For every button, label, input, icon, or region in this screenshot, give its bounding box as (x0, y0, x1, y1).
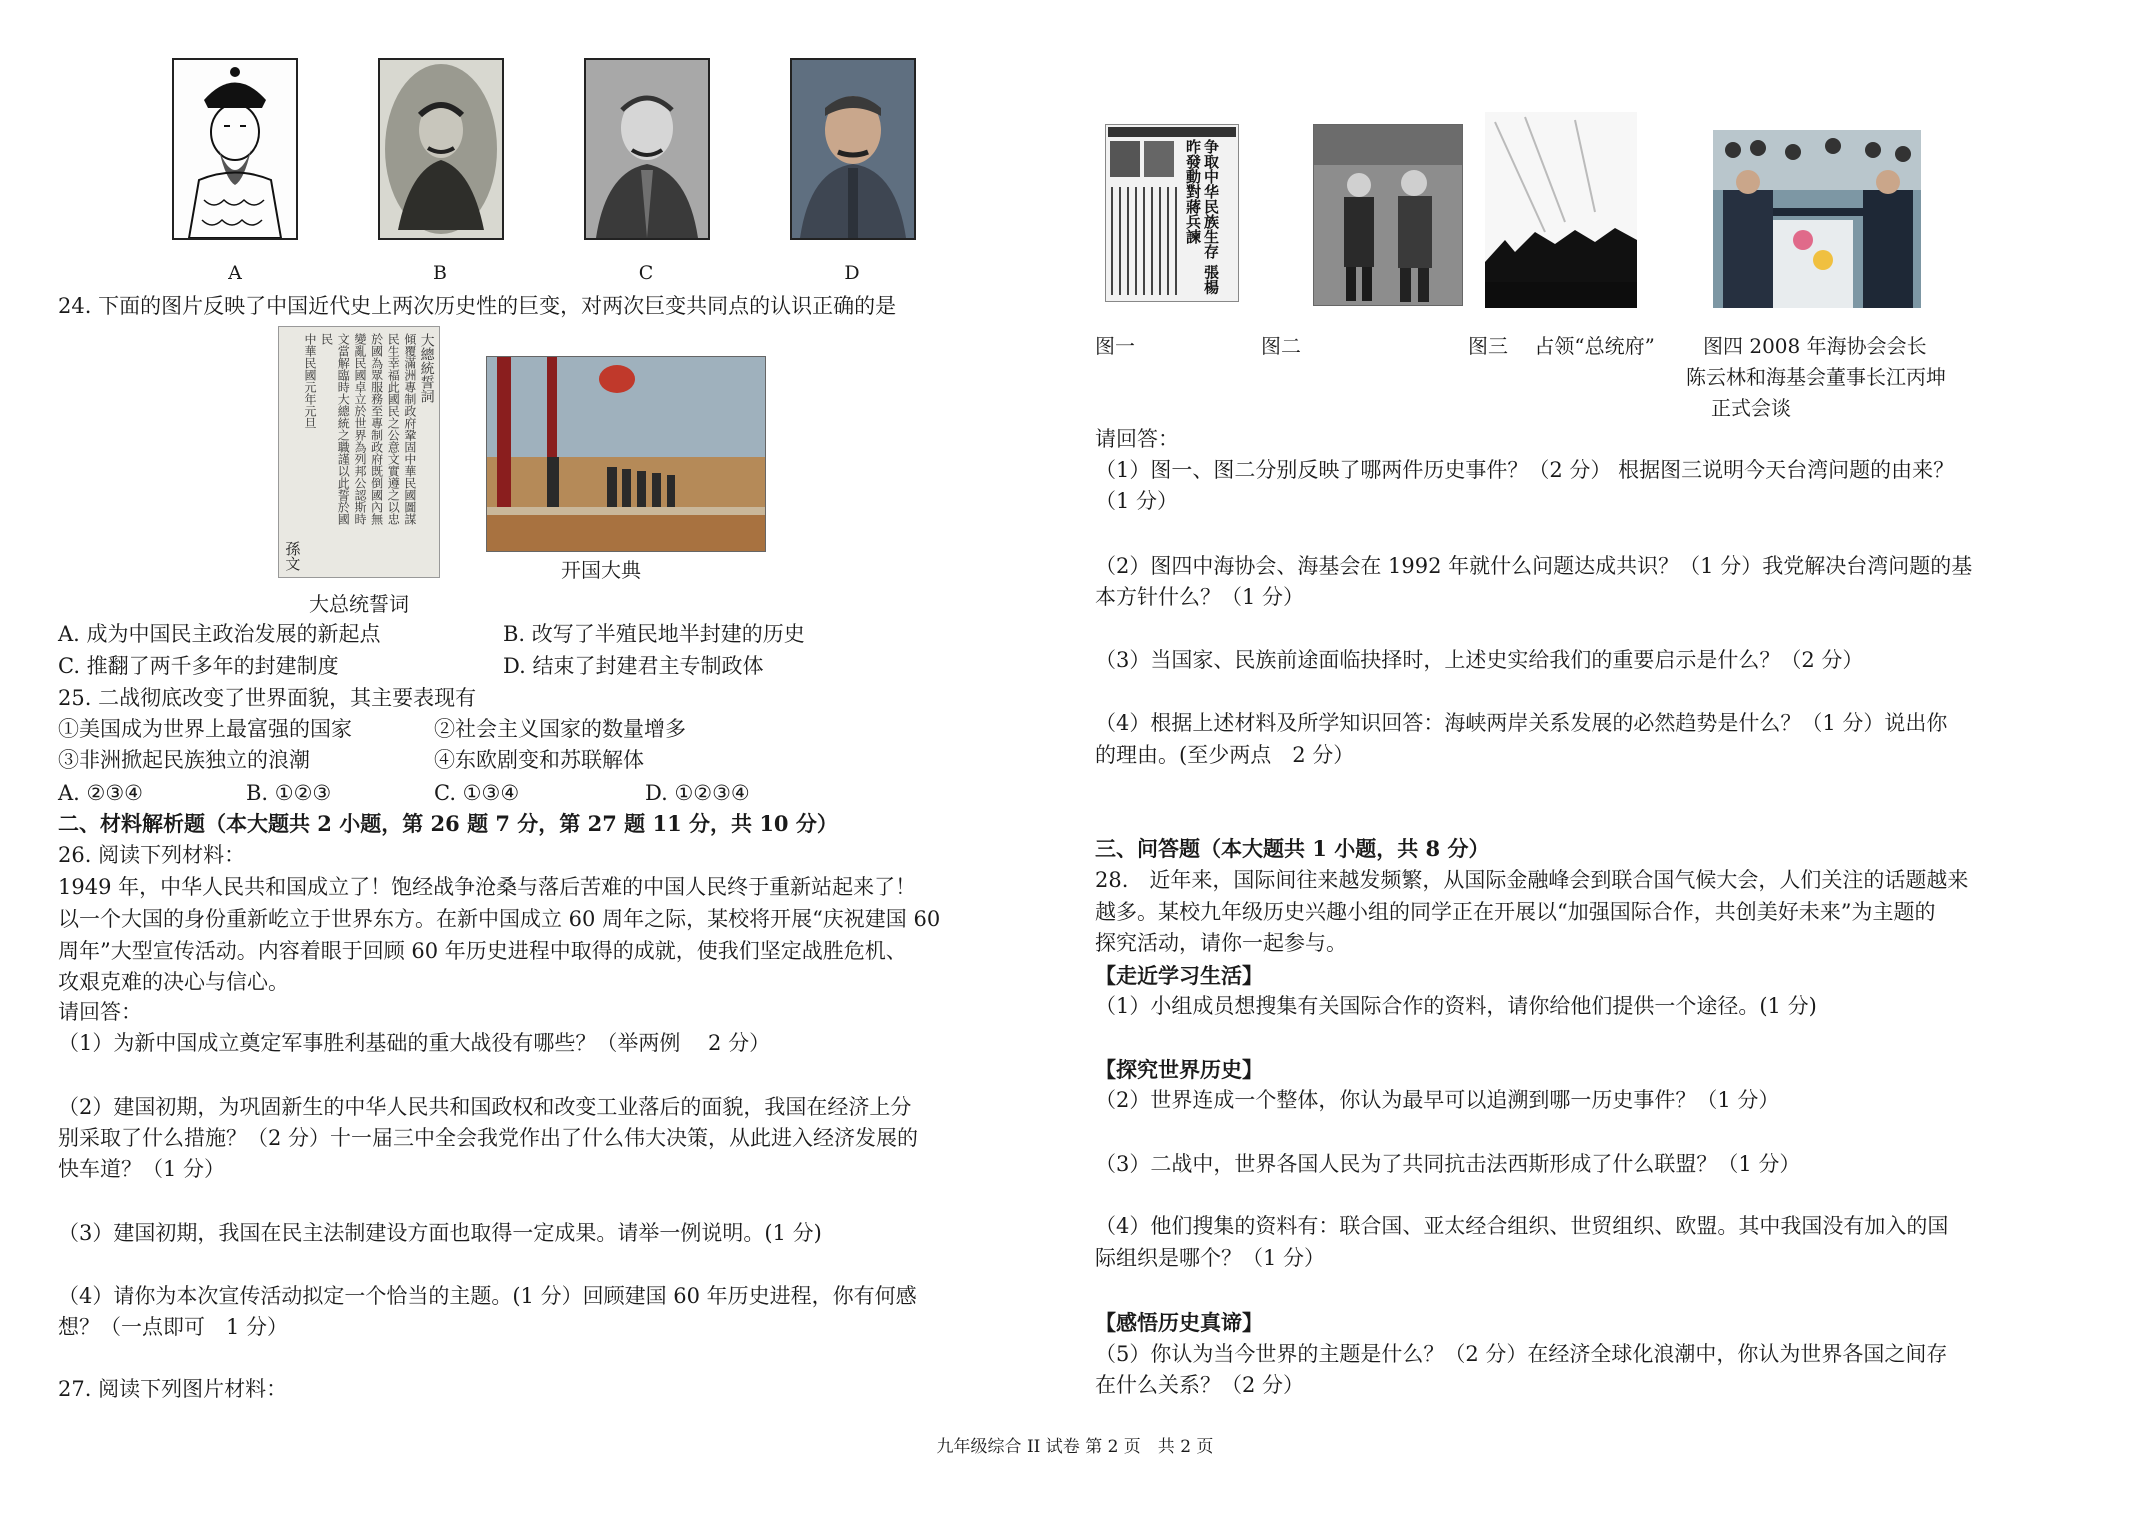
figure-3-photo-image (1485, 112, 1637, 308)
question-26-material-line: 攻艰克难的决心与信心。 (58, 970, 289, 994)
calligraphy-col: 文當解臨時大總統之職謹以此誓於國 (336, 333, 351, 525)
question-26-sub-1: （1）为新中国成立奠定军事胜利基础的重大战役有哪些？（举两例 2 分） (58, 1031, 771, 1055)
portrait-a-label: A (228, 262, 242, 284)
question-25-option-d: D. ①②③④ (645, 781, 750, 805)
question-27-sub-1-line: （1）图一、图二分别反映了哪两件历史事件？（2 分） 根据图三说明今天台湾问题的由来？ (1095, 458, 1955, 482)
question-26-sub-2-line: 快车道？（1 分） (58, 1157, 226, 1181)
calligraphy-col: 於國為眾服務至專制政府既倒國內無 (369, 333, 384, 525)
question-25-item-1: ①美国成为世界上最富强的国家 (58, 717, 352, 741)
portrait-a-image (172, 58, 298, 240)
figure-1-newspaper-image (1105, 124, 1239, 302)
calligraphy-col: 變亂民國卓立於世界為列邦公認斯時 (352, 333, 367, 525)
question-26-material-line: 1949 年，中华人民共和国成立了！饱经战争沧桑与落后苦难的中国人民终于重新站起来了！ (58, 875, 917, 899)
question-27-sub-3: （3）当国家、民族前途面临抉择时，上述史实给我们的重要启示是什么？（2 分） (1095, 648, 1864, 672)
question-28-sub-2: （2）世界连成一个整体，你认为最早可以追溯到哪一历史事件？（1 分） (1095, 1088, 1780, 1112)
question-26-ask: 请回答： (58, 1000, 142, 1024)
question-28-sub-4-line: （4）他们搜集的资料有：联合国、亚太经合组织、世贸组织、欧盟。其中我国没有加入的国 (1095, 1214, 1949, 1238)
question-25-item-3: ③非洲掀起民族独立的浪潮 (58, 748, 310, 772)
question-27-sub-4-line: 的理由。(至少两点 2 分） (1095, 743, 1355, 767)
question-26-sub-3: （3）建国初期，我国在民主法制建设方面也取得一定成果。请举一例说明。(1 分) (58, 1221, 822, 1245)
figure-4-caption-line: 正式会谈 (1711, 396, 1791, 420)
question-27-sub-2-line: 本方针什么？（1 分） (1095, 585, 1305, 609)
portrait-d-label: D (844, 262, 860, 284)
question-28-sub-5-line: 在什么关系？（2 分） (1095, 1373, 1305, 1397)
calligraphy-col: 傾覆滿洲專制政府鞏固中華民國圖謀 (402, 333, 417, 525)
calligraphy-col: 大總統誓詞 (418, 333, 435, 403)
question-24-option-c: C. 推翻了两千多年的封建制度 (58, 654, 339, 678)
portrait-d-image (790, 58, 916, 240)
calligraphy-col: 中華民國元年元旦 (302, 333, 317, 429)
question-27-sub-1-line: （1 分） (1095, 489, 1179, 513)
figure-4-caption-line: 陈云林和海基会董事长江丙坤 (1686, 365, 1946, 389)
portrait-c-image (584, 58, 710, 240)
figure-1-caption: 图一 (1095, 334, 1135, 358)
portrait-c-label: C (638, 262, 654, 284)
question-26-intro: 26. 阅读下列材料： (58, 843, 246, 867)
figure-2-photo-image (1313, 124, 1463, 306)
question-25-option-b: B. ①②③ (246, 781, 332, 805)
question-27-sub-2-line: （2）图四中海协会、海基会在 1992 年就什么问题达成共识？（1 分）我党解决台湾问题的基 (1095, 554, 1973, 578)
oath-caption: 大总统誓词 (309, 592, 409, 616)
question-26-material-line: 周年”大型宣传活动。内容着眼于回顾 60 年历史进程中取得的成就，使我们坚定战胜危机、 (58, 939, 907, 963)
figure-4-caption-line: 图四 2008 年海协会会长 (1703, 334, 1927, 358)
question-28-stem-line: 越多。某校九年级历史兴趣小组的同学正在开展以“加强国际合作，共创美好未来”为主题的 (1095, 900, 1936, 924)
question-25-stem: 25. 二战彻底改变了世界面貌，其主要表现有 (58, 686, 477, 710)
figure-3-caption: 图三 占领“总统府” (1468, 334, 1655, 358)
question-25-item-4: ④东欧剧变和苏联解体 (434, 748, 644, 772)
question-28-heading-2: 【探究世界历史】 (1095, 1057, 1263, 1082)
section-2-title: 二、材料解析题（本大题共 2 小题，第 26 题 7 分，第 27 题 11 分，共 10 分） (58, 811, 838, 836)
figure-4-meeting-image (1713, 130, 1921, 308)
calligraphy-col: 孫文 (283, 541, 302, 571)
section-3-title: 三、问答题（本大题共 1 小题，共 8 分） (1095, 836, 1490, 861)
question-28-sub-5-line: （5）你认为当今世界的主题是什么？（2 分）在经济全球化浪潮中，你认为世界各国之间存 (1095, 1342, 1948, 1366)
question-25-option-a: A. ②③④ (58, 781, 143, 805)
question-25-option-c: C. ①③④ (434, 781, 520, 805)
calligraphy-col: 民 (319, 333, 334, 345)
question-24-option-d: D. 结束了封建君主专制政体 (503, 654, 764, 678)
question-26-sub-2-line: （2）建国初期，为巩固新生的中华人民共和国政权和改变工业落后的面貌，我国在经济上分 (58, 1095, 912, 1119)
question-24-option-b: B. 改写了半殖民地半封建的历史 (503, 622, 805, 646)
question-28-heading-3: 【感悟历史真谛】 (1095, 1310, 1263, 1335)
page-footer: 九年级综合 II 试卷 第 2 页 共 2 页 (936, 1437, 1214, 1457)
portrait-b-label: B (433, 262, 447, 284)
question-26-sub-2-line: 别采取了什么措施？（2 分）十一届三中全会我党作出了什么伟大决策，从此进入经济发展的 (58, 1126, 919, 1150)
question-28-sub-1: （1）小组成员想搜集有关国际合作的资料，请你给他们提供一个途径。(1 分) (1095, 994, 1817, 1018)
figure-2-caption: 图二 (1261, 334, 1301, 358)
question-28-sub-4-line: 际组织是哪个？（1 分） (1095, 1246, 1326, 1270)
question-25-item-2: ②社会主义国家的数量增多 (434, 717, 686, 741)
question-24-option-a: A. 成为中国民主政治发展的新起点 (58, 622, 381, 646)
oath-calligraphy-image (278, 326, 440, 578)
question-26-sub-4-line: 想？（一点即可 1 分） (58, 1315, 289, 1339)
question-27-sub-4-line: （4）根据上述材料及所学知识回答：海峡两岸关系发展的必然趋势是什么？（1 分）说出你 (1095, 711, 1948, 735)
founding-ceremony-image (486, 356, 766, 552)
founding-ceremony-caption: 开国大典 (561, 558, 641, 582)
question-26-sub-4-line: （4）请你为本次宣传活动拟定一个恰当的主题。(1 分）回顾建国 60 年历史进程，你有何感 (58, 1284, 917, 1308)
question-27-intro: 27. 阅读下列图片材料： (58, 1377, 288, 1401)
portrait-b-image (378, 58, 504, 240)
newspaper-headline: 争取中华民族生存 張楊昨發動對蔣兵諫 (1184, 139, 1220, 295)
question-28-stem-line: 探究活动，请你一起参与。 (1095, 931, 1347, 955)
calligraphy-col: 民生幸福此國民之公意文實遵之以忠 (386, 333, 401, 525)
question-28-heading-1: 【走近学习生活】 (1095, 963, 1263, 988)
question-24-stem: 24. 下面的图片反映了中国近代史上两次历史性的巨变，对两次巨变共同点的认识正确的是 (58, 294, 897, 318)
question-28-sub-3: （3）二战中，世界各国人民为了共同抗击法西斯形成了什么联盟？（1 分） (1095, 1152, 1801, 1176)
question-26-material-line: 以一个大国的身份重新屹立于世界东方。在新中国成立 60 周年之际，某校将开展“庆祝建国 60 (58, 907, 941, 931)
question-27-ask: 请回答： (1095, 427, 1179, 451)
question-28-stem-line: 28. 近年来，国际间往来越发频繁，从国际金融峰会到联合国气候大会，人们关注的话题越来 (1095, 868, 1969, 892)
